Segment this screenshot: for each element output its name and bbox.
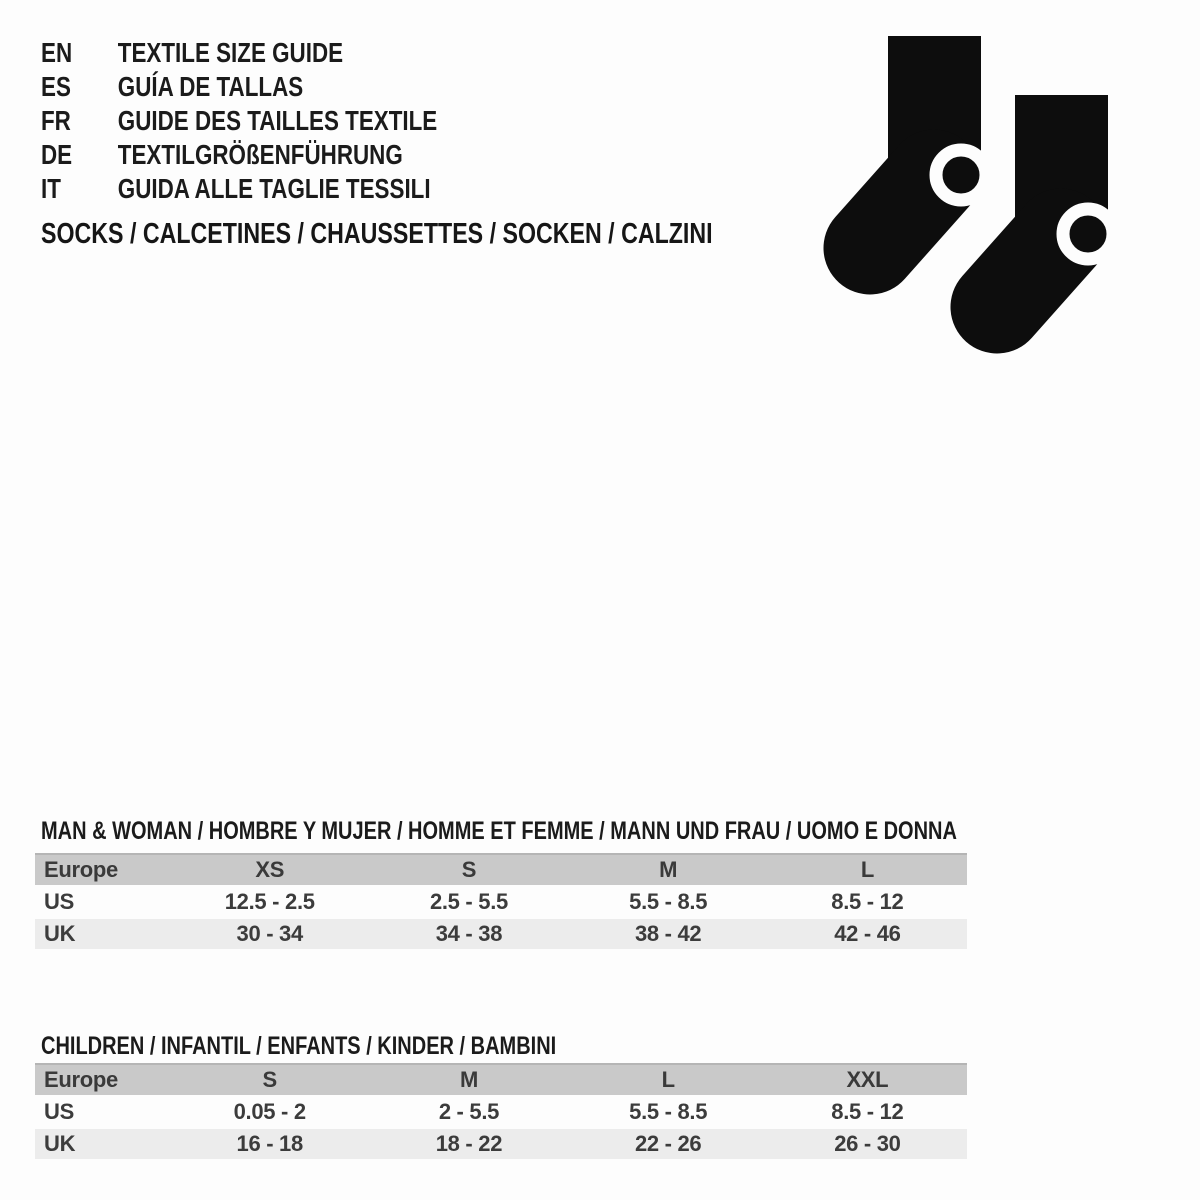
header-cell-region: Europe (35, 1063, 170, 1095)
table-row-us (35, 1097, 967, 1127)
language-code: FR (41, 105, 71, 136)
sock-left (870, 36, 986, 248)
size-cell: 38 - 42 (569, 919, 768, 949)
language-row-de (41, 140, 437, 174)
header-cell-size: XXL (768, 1063, 967, 1095)
table-title-adults (41, 817, 1186, 846)
sock-right (997, 95, 1113, 307)
size-cell: 22 - 26 (569, 1129, 768, 1159)
language-row-en (41, 38, 437, 72)
header-cell-size: S (170, 1063, 369, 1095)
language-title: GUIDA ALLE TAGLIE TESSILI (117, 173, 431, 204)
table-header-row (35, 853, 967, 885)
row-label: UK (35, 1129, 170, 1159)
table-row-uk (35, 1129, 967, 1159)
header-cell-region: Europe (35, 853, 170, 885)
row-label: UK (35, 919, 170, 949)
size-cell: 18 - 22 (369, 1129, 568, 1159)
language-code: EN (41, 37, 73, 68)
size-cell: 26 - 30 (768, 1129, 967, 1159)
table-title-adults-text: MAN & WOMAN / HOMBRE Y MUJER / HOMME ET FEMME / MANN UND FRAU / UOMO E DONNA (41, 817, 957, 845)
product-types-heading (41, 218, 880, 251)
table-title-children-text: CHILDREN / INFANTIL / ENFANTS / KINDER / BAMBINI (41, 1032, 557, 1060)
size-cell: 8.5 - 12 (768, 1097, 967, 1127)
size-cell: 16 - 18 (170, 1129, 369, 1159)
language-list (41, 38, 536, 208)
row-label: US (35, 887, 170, 917)
size-cell: 5.5 - 8.5 (569, 1097, 768, 1127)
table-row-us (35, 887, 967, 917)
language-title: GUIDE DES TAILLES TEXTILE (117, 105, 438, 136)
size-cell: 34 - 38 (369, 919, 568, 949)
size-cell: 2.5 - 5.5 (369, 887, 568, 917)
header-cell-size: L (768, 853, 967, 885)
header-cell-size: L (569, 1063, 768, 1095)
size-cell: 42 - 46 (768, 919, 967, 949)
size-cell: 8.5 - 12 (768, 887, 967, 917)
table-header-row (35, 1063, 967, 1095)
language-row-it (41, 174, 437, 208)
size-cell: 0.05 - 2 (170, 1097, 369, 1127)
product-types-text: SOCKS / CALCETINES / CHAUSSETTES / SOCKEN / CALZINI (41, 218, 713, 250)
size-cell: 5.5 - 8.5 (569, 887, 768, 917)
size-cell: 2 - 5.5 (369, 1097, 568, 1127)
language-code: DE (41, 139, 73, 170)
size-cell: 30 - 34 (170, 919, 369, 949)
header-cell-size: XS (170, 853, 369, 885)
table-row-uk (35, 919, 967, 949)
size-table-children (35, 1061, 967, 1161)
row-label: US (35, 1097, 170, 1127)
language-code: ES (41, 71, 71, 102)
socks-icon (818, 36, 1118, 368)
language-title: TEXTILE SIZE GUIDE (117, 37, 344, 68)
language-row-fr (41, 106, 437, 140)
size-cell: 12.5 - 2.5 (170, 887, 369, 917)
size-table-adults (35, 851, 967, 951)
table-title-children (41, 1032, 685, 1061)
header-cell-size: S (369, 853, 568, 885)
header-cell-size: M (369, 1063, 568, 1095)
language-title: TEXTILGRÖßENFÜHRUNG (117, 139, 403, 170)
header-cell-size: M (569, 853, 768, 885)
language-code: IT (41, 173, 61, 204)
language-row-es (41, 72, 437, 106)
language-title: GUÍA DE TALLAS (117, 71, 304, 102)
